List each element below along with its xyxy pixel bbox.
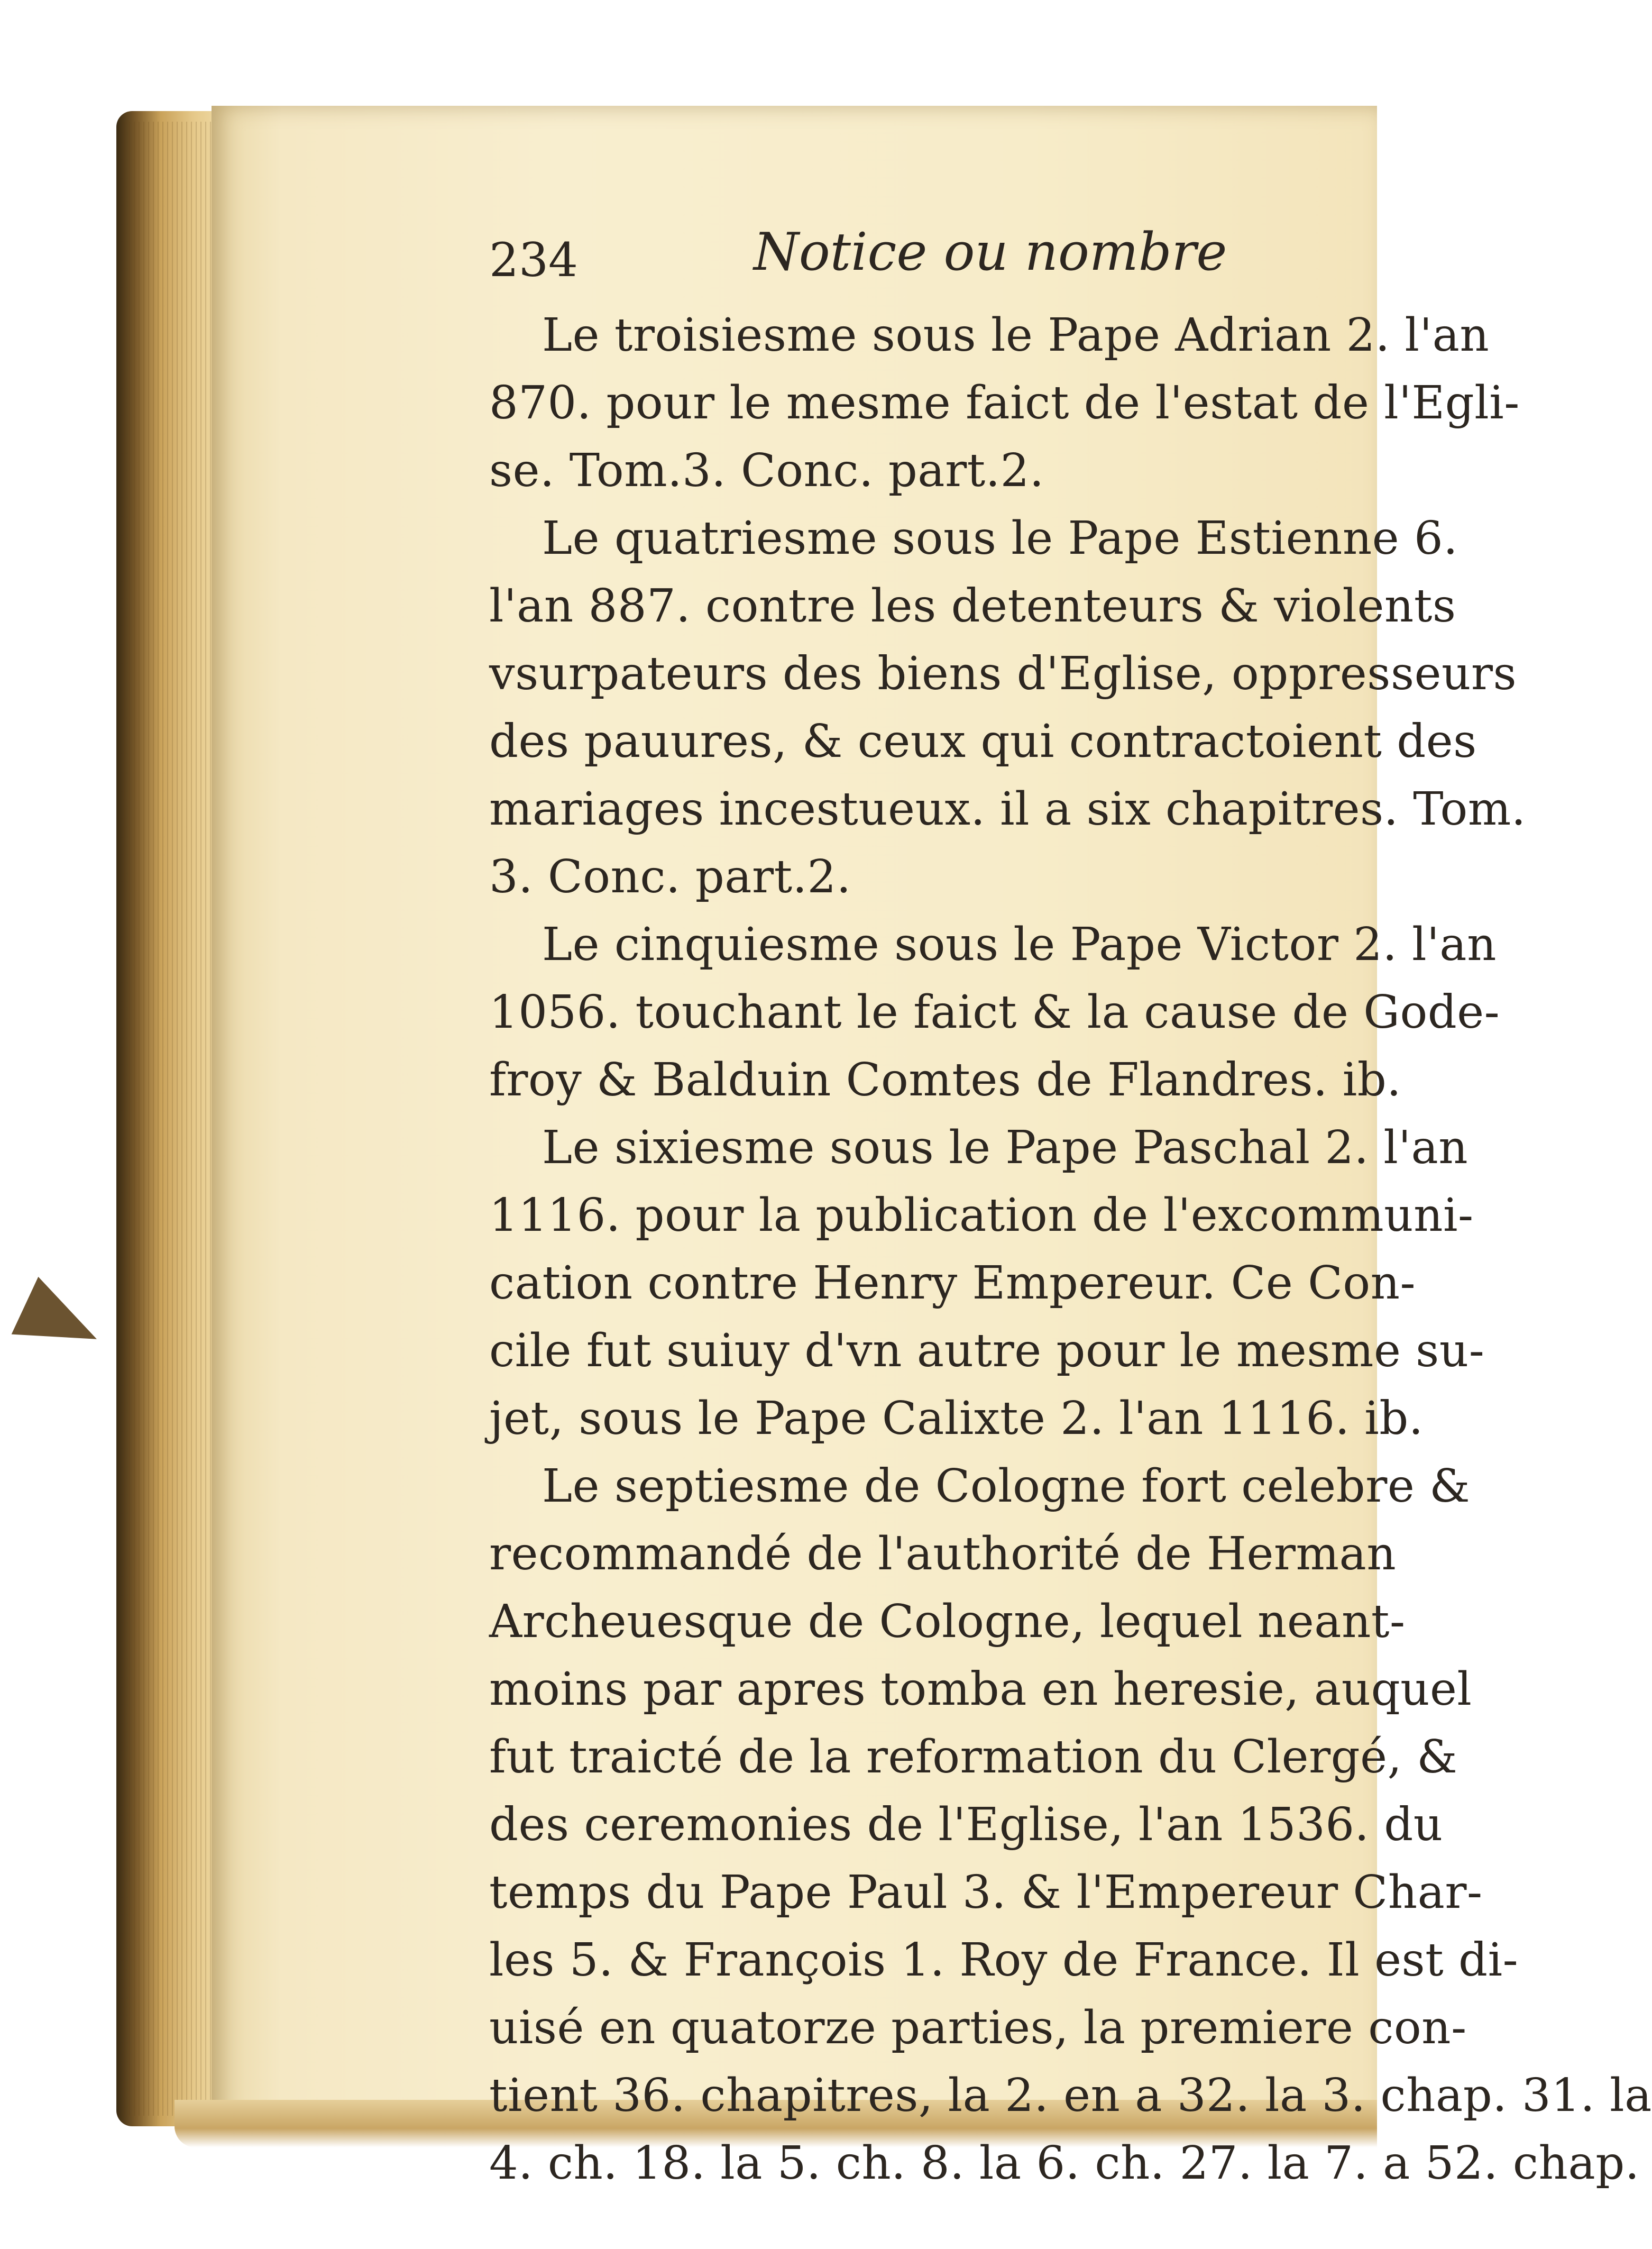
text-line: 1056. touchant le faict & la cause de Gode- — [489, 986, 1500, 1039]
text-line: uisé en quatorze parties, la premiere con- — [489, 2001, 1467, 2054]
text-line: cation contre Henry Empereur. Ce Con- — [489, 1257, 1416, 1310]
text-line: mariages incestueux. il a six chapitres. Tom. — [489, 783, 1526, 836]
text-line: des pauures, & ceux qui contractoient des — [489, 715, 1477, 768]
text-line: Archeuesque de Cologne, lequel neant- — [489, 1595, 1406, 1648]
text-line: Le sixiesme sous le Pape Paschal 2. l'an — [542, 1121, 1469, 1174]
book-page-edge-lines — [124, 122, 214, 2116]
page-header — [489, 222, 1335, 301]
page-text — [489, 222, 1652, 2197]
paragraph-4 — [489, 1114, 1485, 1452]
text-line: fut traicté de la reformation du Clergé, & — [489, 1731, 1458, 1784]
page-number: 234 — [489, 233, 578, 287]
paragraph-1 — [489, 301, 1520, 505]
text-line: Le septiesme de Cologne fort celebre & — [542, 1460, 1471, 1513]
text-line: froy & Balduin Comtes de Flandres. ib. — [489, 1054, 1402, 1107]
text-line: Le troisiesme sous le Pape Adrian 2. l'an — [542, 309, 1490, 362]
text-line: 3. Conc. part.2. — [489, 851, 851, 903]
text-line: 870. pour le mesme faict de l'estat de l'Egli- — [489, 377, 1520, 429]
text-line: l'an 887. contre les detenteurs & violents — [489, 580, 1456, 633]
text-line: 4. ch. 18. la 5. ch. 8. la 6. ch. 27. la 7. a 52. chap. — [489, 2137, 1640, 2190]
text-line: Le cinquiesme sous le Pape Victor 2. l'an — [542, 918, 1497, 971]
paragraph-3 — [489, 911, 1500, 1114]
text-line: des ceremonies de l'Eglise, l'an 1536. du — [489, 1798, 1443, 1851]
text-line: vsurpateurs des biens d'Eglise, oppresseurs — [489, 647, 1517, 700]
running-title: Notice ou nombre — [754, 222, 1227, 282]
text-line: recommandé de l'authorité de Herman — [489, 1528, 1397, 1580]
text-line: se. Tom.3. Conc. part.2. — [489, 444, 1044, 497]
text-line: tient 36. chapitres, la 2. en a 32. la 3. chap. 31. la — [489, 2069, 1652, 2122]
text-line: cile fut suiuy d'vn autre pour le mesme su- — [489, 1324, 1485, 1377]
text-line: 1116. pour la publication de l'excommuni- — [489, 1189, 1474, 1242]
paragraph-5 — [489, 1452, 1652, 2197]
text-line: les 5. & François 1. Roy de France. Il est di- — [489, 1934, 1519, 1987]
paragraph-2 — [489, 505, 1526, 911]
text-line: Le quatriesme sous le Pape Estienne 6. — [542, 512, 1458, 565]
text-line: temps du Pape Paul 3. & l'Empereur Char- — [489, 1866, 1483, 1919]
text-line: jet, sous le Pape Calixte 2. l'an 1116. ib. — [489, 1392, 1424, 1445]
text-line: moins par apres tomba en heresie, auquel — [489, 1663, 1472, 1716]
